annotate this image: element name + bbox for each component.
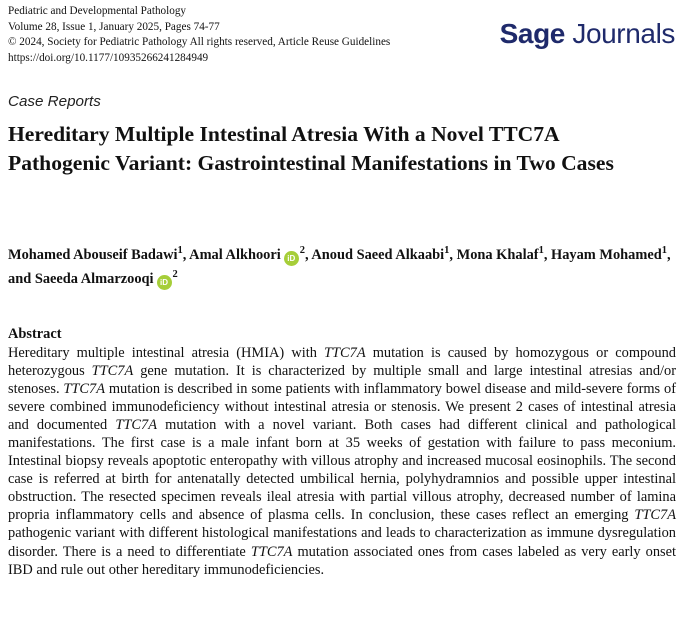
gene-name: TTC7A: [250, 543, 293, 560]
affiliation-marker[interactable]: 1: [661, 245, 667, 256]
orcid-icon[interactable]: iD: [157, 275, 172, 290]
abstract-segment: Hereditary multiple intestinal atresia (HMIA) with: [8, 345, 325, 361]
affiliation-marker[interactable]: 1: [444, 245, 450, 256]
abstract-heading: Abstract: [8, 326, 62, 342]
author-name[interactable]: Mohamed Abouseif Badawi: [8, 247, 178, 263]
article-title: Hereditary Multiple Intestinal Atresia With a Novel TTC7A Pathogenic Variant: Gastrointestinal Manifestations in Two Cases: [8, 122, 614, 175]
abstract-text: [8, 344, 676, 579]
author-separator: ,: [182, 247, 190, 263]
gene-name: TTC7A: [324, 345, 366, 361]
gene-name: TTC7A: [115, 417, 157, 434]
affiliation-marker[interactable]: 1: [177, 245, 183, 256]
abstract-segment: mutation with a novel variant. Both cases had different clinical and pathological manifestations. The first case is a male infant born at 35 weeks of gestation with failure to pass meconium. Intestinal biopsy reveals apoptotic enteropathy with villous atrophy and increased mucosal eosinophils. The second case is referred at birth for antenatally detected umbilical hernia, polyhydramnios and possible upper intestinal obstruction. The resected specimen reveals ileal atresia with partial villous atrophy, decreased number of lamina propria inflammatory cells and absence of plasma cells. In conclusion, these cases reflect an emerging: [8, 417, 676, 524]
gene-name: TTC7A: [91, 363, 134, 380]
abstract-segment: gene mutation. It is characterized by multiple small and large intestinal atresias and/or stenoses.: [8, 363, 676, 398]
doi-link[interactable]: https://doi.org/10.1177/10935266241284949: [8, 51, 209, 64]
affiliation-marker[interactable]: 1: [538, 245, 544, 256]
abstract-segment: mutation is caused by homozygous or compound heterozygous: [8, 345, 676, 380]
abstract-segment: mutation is described in some patients with inflammatory bowel disease and mild-severe forms of severe combined immunodeficiency without intestinal atresia or stenosis. We present 2 cases of intestinal atresia and documented: [8, 381, 676, 434]
author-separator: ,: [304, 247, 312, 263]
journal-name[interactable]: Pediatric and Developmental Pathology: [8, 5, 187, 17]
journal-metadata: [8, 4, 390, 66]
affiliation-marker[interactable]: 2: [299, 245, 305, 256]
gene-name: TTC7A: [63, 381, 106, 398]
author-name[interactable]: Hayam Mohamed: [551, 247, 662, 263]
author-separator: ,: [449, 247, 457, 263]
author-name[interactable]: Saeeda Almarzooqi: [34, 271, 154, 287]
issue-info: Volume 28, Issue 1, January 2025, Pages 74-77: [8, 20, 220, 33]
abstract-segment: mutation associated ones from cases labeled as very early onset IBD and rule out other hereditary immunodeficiencies.: [8, 543, 677, 578]
orcid-icon[interactable]: iD: [284, 251, 299, 266]
gene-name: TTC7A: [634, 507, 676, 524]
author-list: [8, 243, 680, 291]
author-separator: , and: [8, 247, 671, 287]
author-separator: ,: [543, 247, 552, 263]
logo-light-text: Journals: [572, 18, 675, 49]
affiliation-marker[interactable]: 2: [172, 269, 178, 280]
author-name[interactable]: Amal Alkhoori: [189, 247, 281, 263]
article-section-label: Case Reports: [8, 93, 101, 110]
abstract-segment: pathogenic variant with different histological manifestations and leads to characterization as immune dysregulation disorder. There is a need to differentiate: [8, 525, 676, 560]
copyright-line[interactable]: © 2024, Society for Pediatric Pathology All rights reserved, Article Reuse Guidelines: [8, 36, 391, 49]
sage-journals-logo[interactable]: [500, 18, 675, 50]
author-name[interactable]: Anoud Saeed Alkaabi: [311, 247, 445, 263]
author-name[interactable]: Mona Khalaf: [456, 247, 539, 263]
logo-bold-text: Sage: [499, 18, 565, 49]
